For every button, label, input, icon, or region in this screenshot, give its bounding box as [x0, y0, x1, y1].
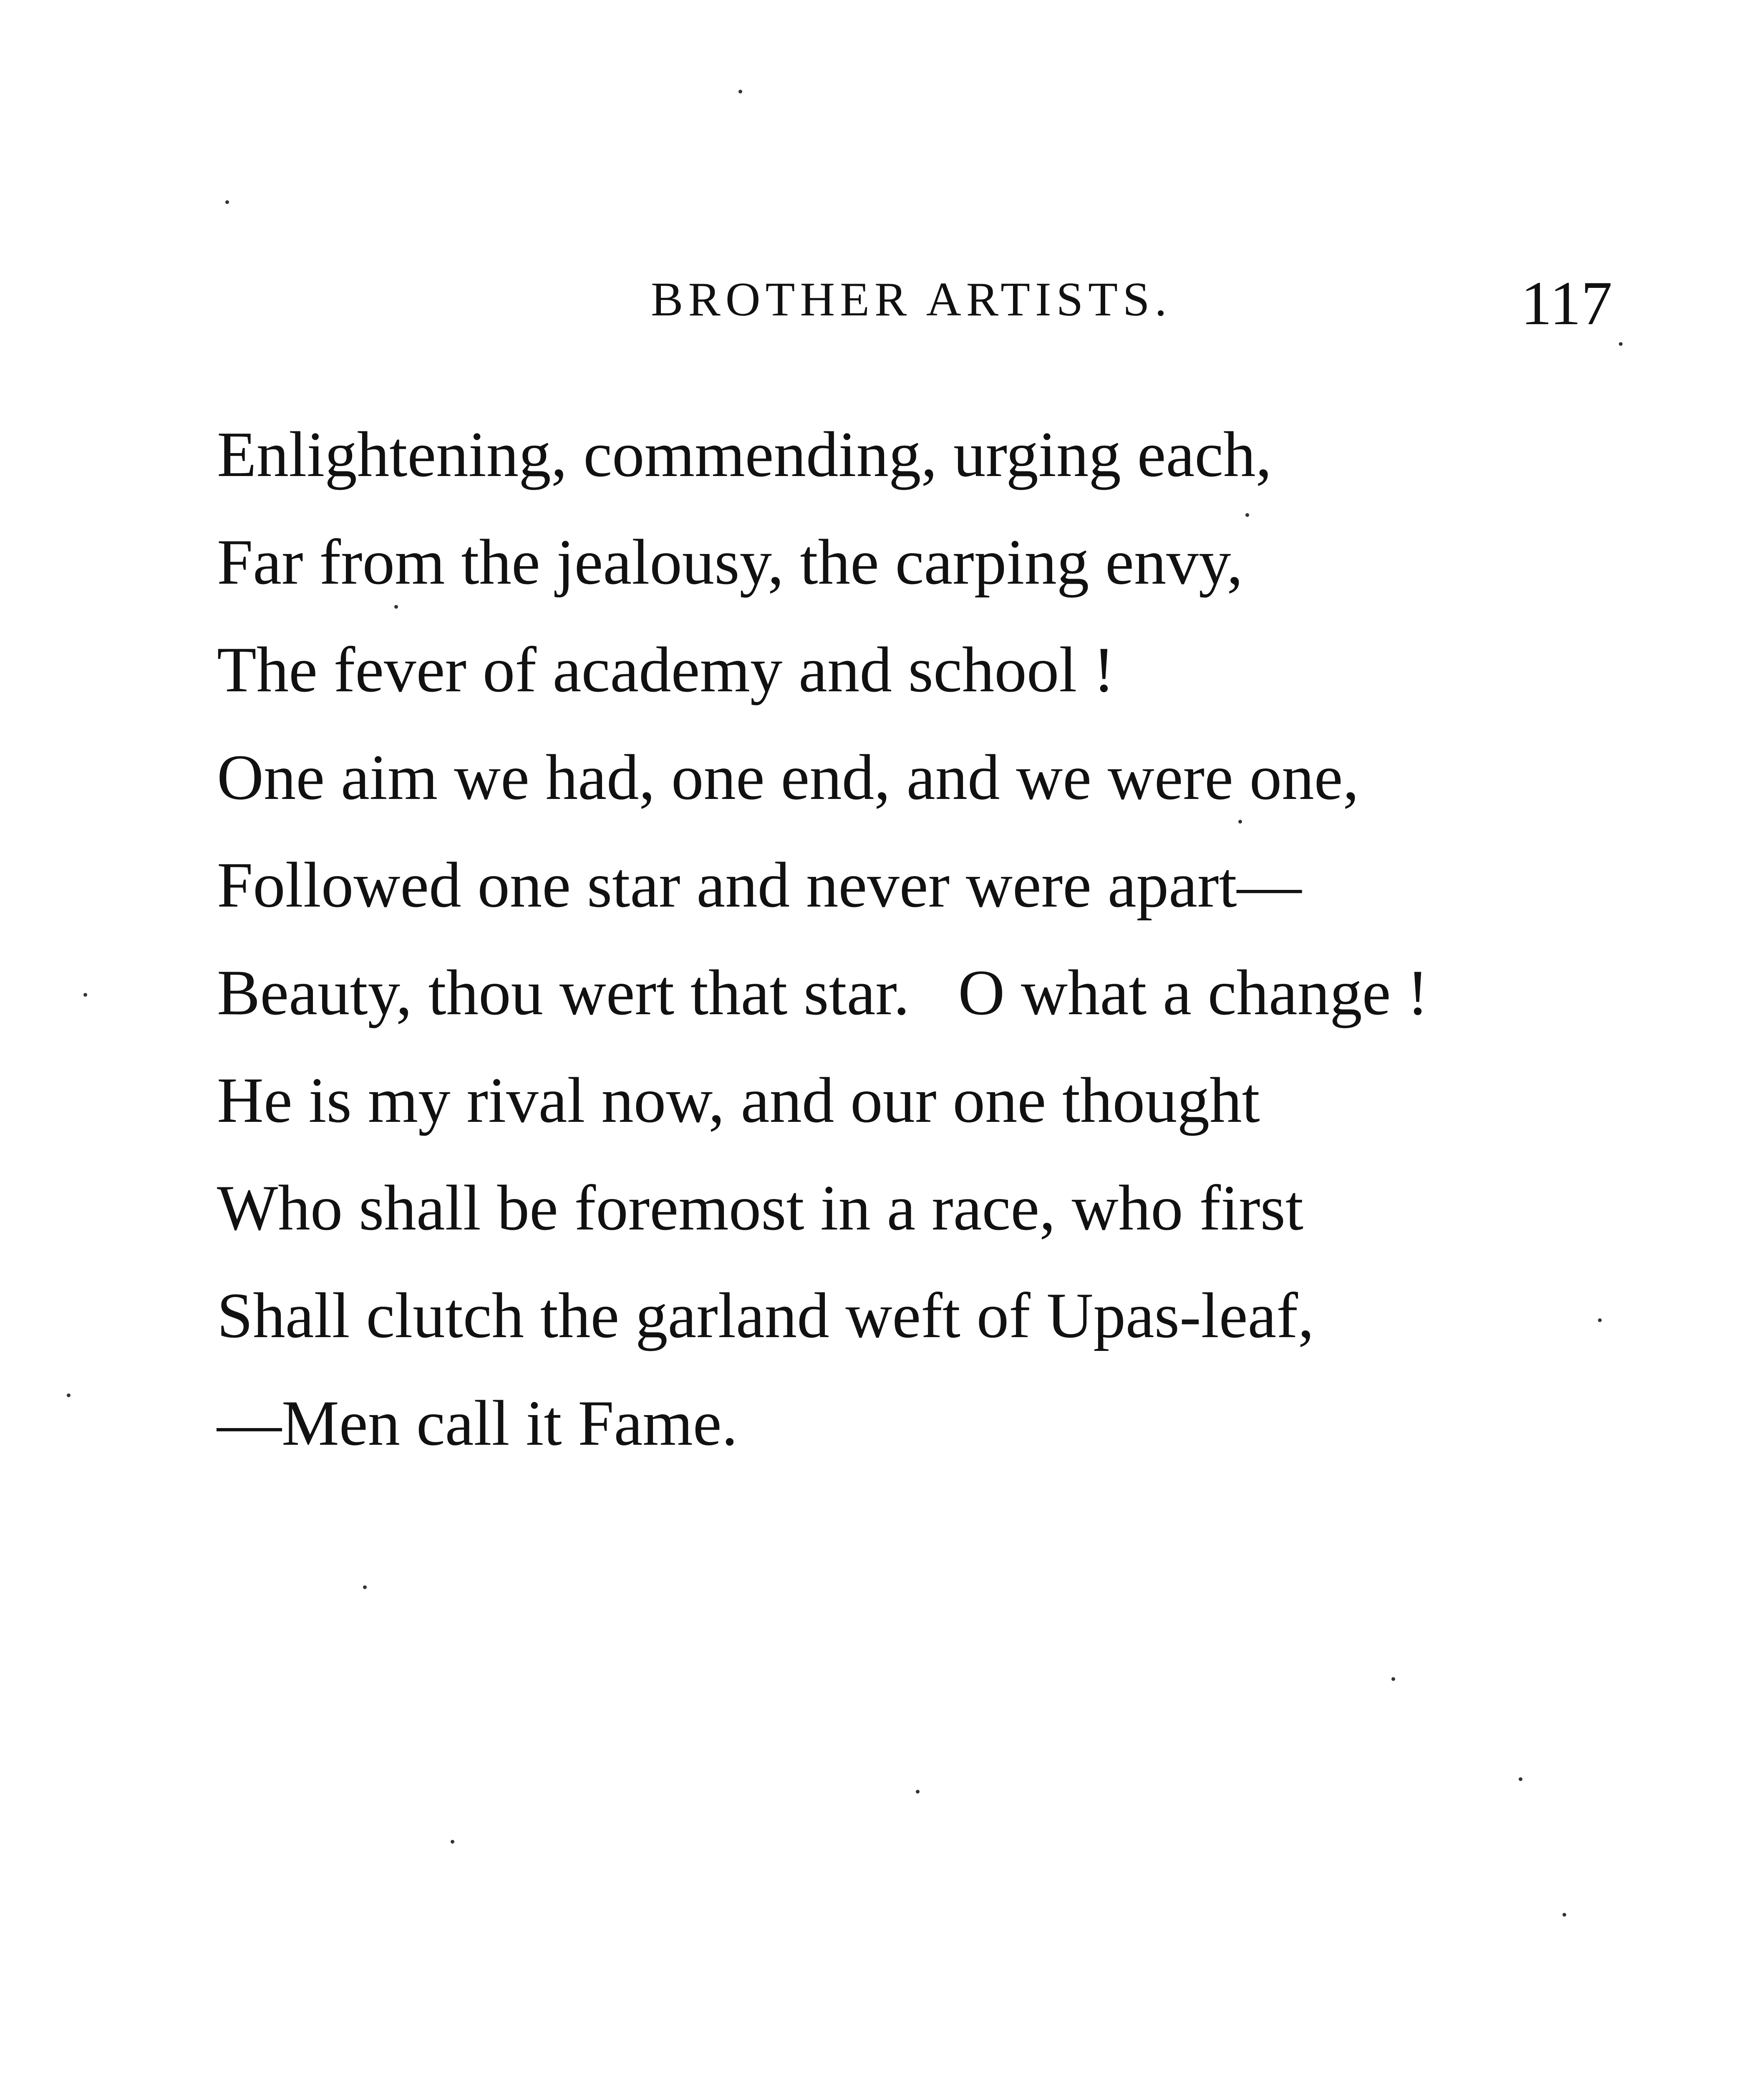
poem-line: Beauty, thou wert that star. O what a change !	[217, 957, 1429, 1028]
poem-line: He is my rival now, and our one thought	[217, 1064, 1260, 1136]
scan-speck	[1619, 342, 1623, 346]
poem-line: Shall clutch the garland weft of Upas-leaf,	[217, 1280, 1314, 1351]
scan-speck	[1598, 1318, 1602, 1322]
page-number: 117	[1521, 269, 1613, 338]
running-head: BROTHER ARTISTS.	[651, 273, 1172, 326]
scan-speck	[225, 200, 229, 204]
poem-line: —Men call it Fame.	[217, 1387, 738, 1459]
scan-speck	[1391, 1677, 1395, 1681]
scan-speck	[67, 1393, 71, 1397]
scan-speck	[451, 1840, 454, 1844]
poem-line: One aim we had, one end, and we were one,	[217, 741, 1359, 813]
scan-speck	[1245, 513, 1249, 517]
scan-speck	[363, 1585, 367, 1589]
poem-line: Enlightening, commending, urging each,	[217, 418, 1272, 490]
scan-speck	[394, 605, 398, 609]
poem-line: Followed one star and never were apart—	[217, 849, 1302, 921]
scan-speck	[916, 1790, 920, 1794]
poem-line: The fever of academy and school !	[217, 634, 1115, 705]
poem-line: Who shall be foremost in a race, who first	[217, 1172, 1304, 1244]
scan-speck	[738, 90, 742, 93]
poem-line: Far from the jealousy, the carping envy,	[217, 526, 1243, 598]
scan-speck	[1562, 1913, 1566, 1917]
scan-speck	[1519, 1777, 1522, 1781]
scan-speck	[83, 993, 87, 997]
poem-text	[217, 401, 1429, 1477]
scan-speck	[1238, 820, 1242, 824]
